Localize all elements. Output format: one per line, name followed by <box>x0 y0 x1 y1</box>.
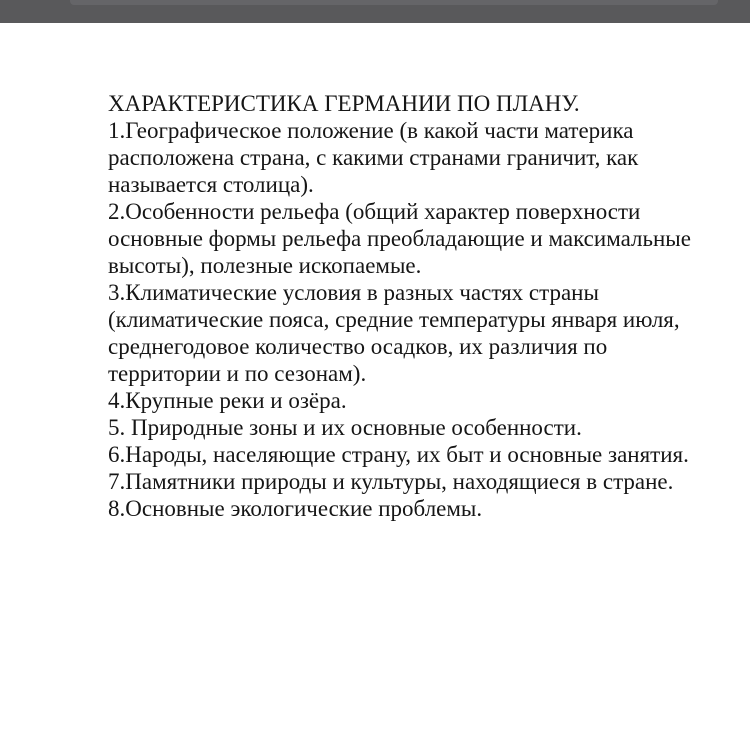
plan-line: 2.Особенности рельефа (общий характер поверхности <box>108 199 641 224</box>
plan-line: высоты), полезные ископаемые. <box>108 253 422 278</box>
window-title-bar <box>0 0 750 23</box>
document-body <box>108 90 708 522</box>
plan-line: основные формы рельефа преобладающие и максимальные <box>108 226 691 251</box>
plan-line: 1.Географическое положение (в какой части материка <box>108 118 634 143</box>
document-title: ХАРАКТЕРИСТИКА ГЕРМАНИИ ПО ПЛАНУ. <box>108 91 580 116</box>
plan-line: 5. Природные зоны и их основные особенности. <box>108 415 582 440</box>
plan-line: среднегодовое количество осадков, их различия по <box>108 334 608 359</box>
plan-line: 6.Народы, населяющие страну, их быт и основные занятия. <box>108 442 689 467</box>
plan-line: 7.Памятники природы и культуры, находящиеся в стране. <box>108 469 674 494</box>
plan-line: 4.Крупные реки и озёра. <box>108 388 347 413</box>
plan-line: называется столица). <box>108 172 314 197</box>
plan-line: территории и по сезонам). <box>108 361 367 386</box>
plan-line: 8.Основные экологические проблемы. <box>108 496 483 521</box>
plan-line: расположена страна, с какими странами граничит, как <box>108 145 639 170</box>
plan-line: 3.Климатические условия в разных частях страны <box>108 280 599 305</box>
plan-line: (климатические пояса, средние температуры января июля, <box>108 307 680 332</box>
tab-strip <box>70 0 718 5</box>
